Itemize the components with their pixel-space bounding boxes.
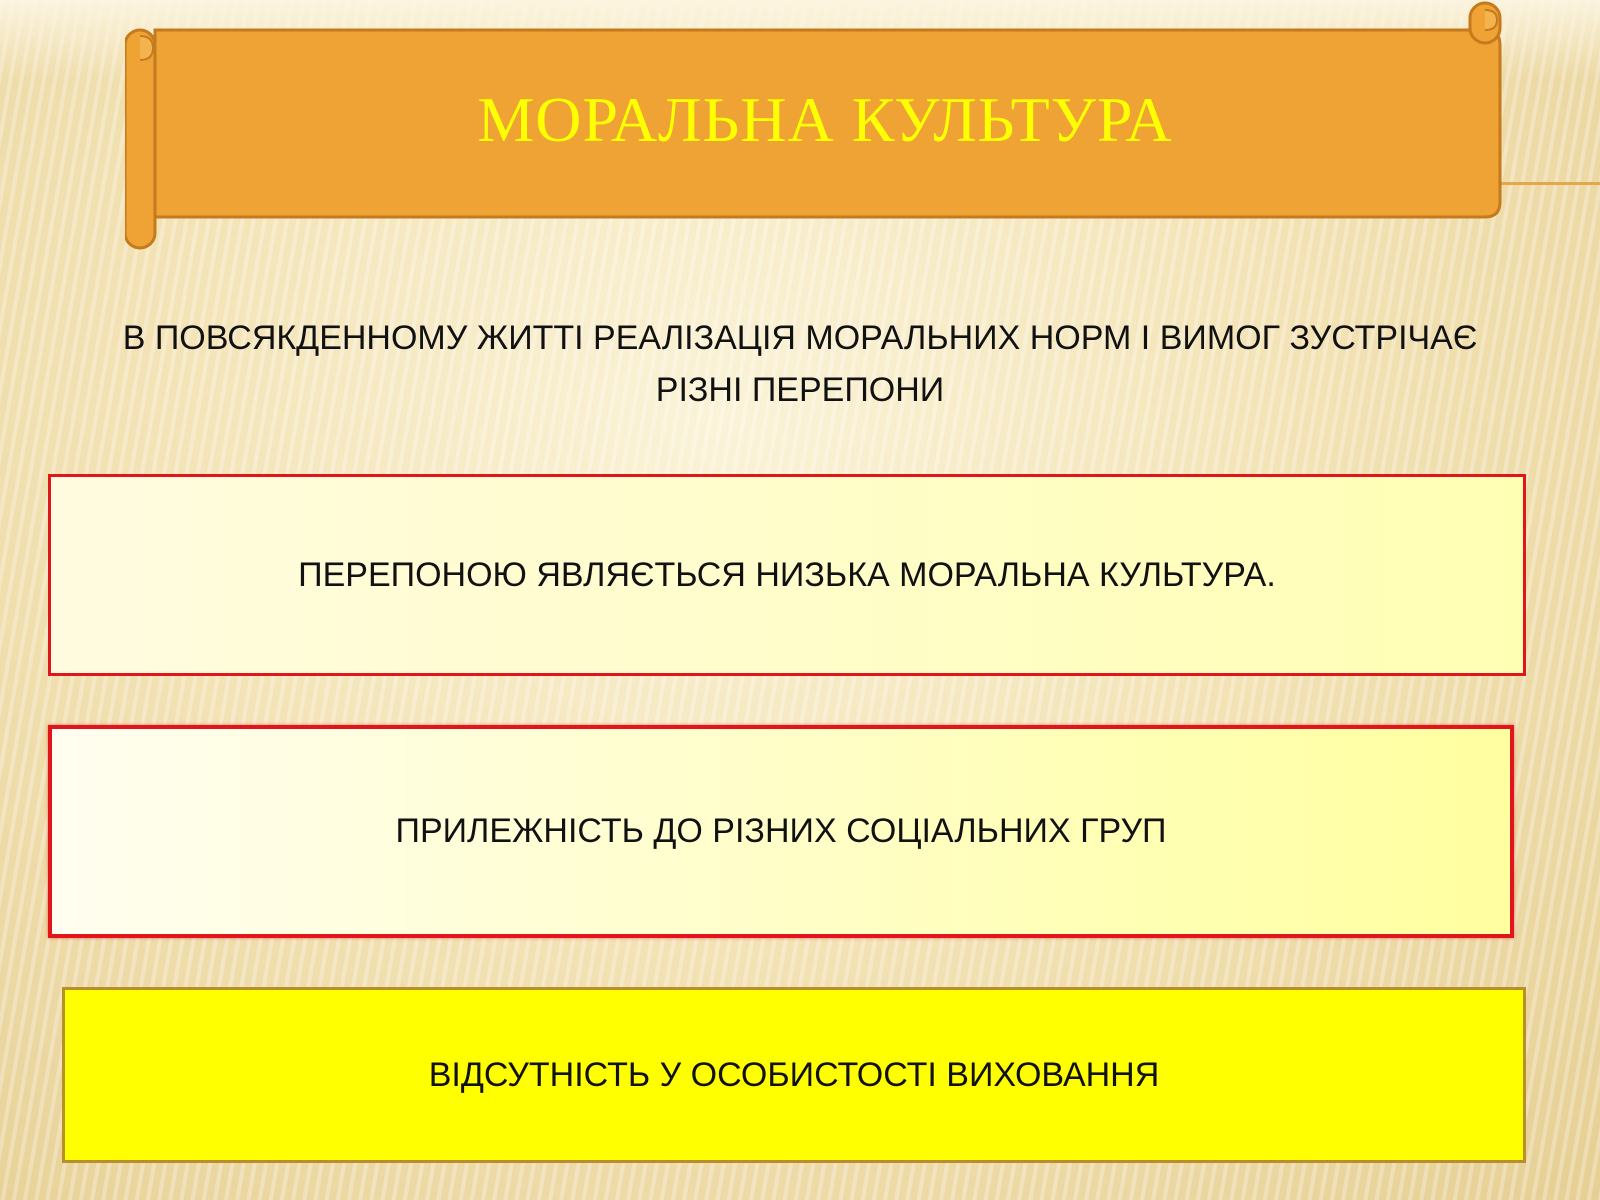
slide-subtitle: В ПОВСЯКДЕННОМУ ЖИТТІ РЕАЛІЗАЦІЯ МОРАЛЬНИХ НОРМ І ВИМОГ ЗУСТРІЧАЄ РІЗНІ ПЕРЕПОНИ (122, 319, 1478, 409)
obstacle-text-1: ПЕРЕПОНОЮ ЯВЛЯЄТЬСЯ НИЗЬКА МОРАЛЬНА КУЛЬТУРА. (298, 555, 1276, 594)
decorative-line (1498, 182, 1600, 185)
obstacle-box-2 (48, 725, 1514, 938)
page-title: МОРАЛЬНА КУЛЬТУРА (477, 84, 1173, 155)
title-banner (125, 0, 1505, 260)
obstacle-text-2: ПРИЛЕЖНІСТЬ ДО РІЗНИХ СОЦІАЛЬНИХ ГРУП (395, 812, 1167, 850)
obstacle-box-1 (48, 474, 1526, 676)
obstacle-text-3: ВІДСУТНІСТЬ У ОСОБИСТОСТІ ВИХОВАННЯ (428, 1055, 1160, 1094)
obstacle-box-3 (62, 987, 1526, 1163)
